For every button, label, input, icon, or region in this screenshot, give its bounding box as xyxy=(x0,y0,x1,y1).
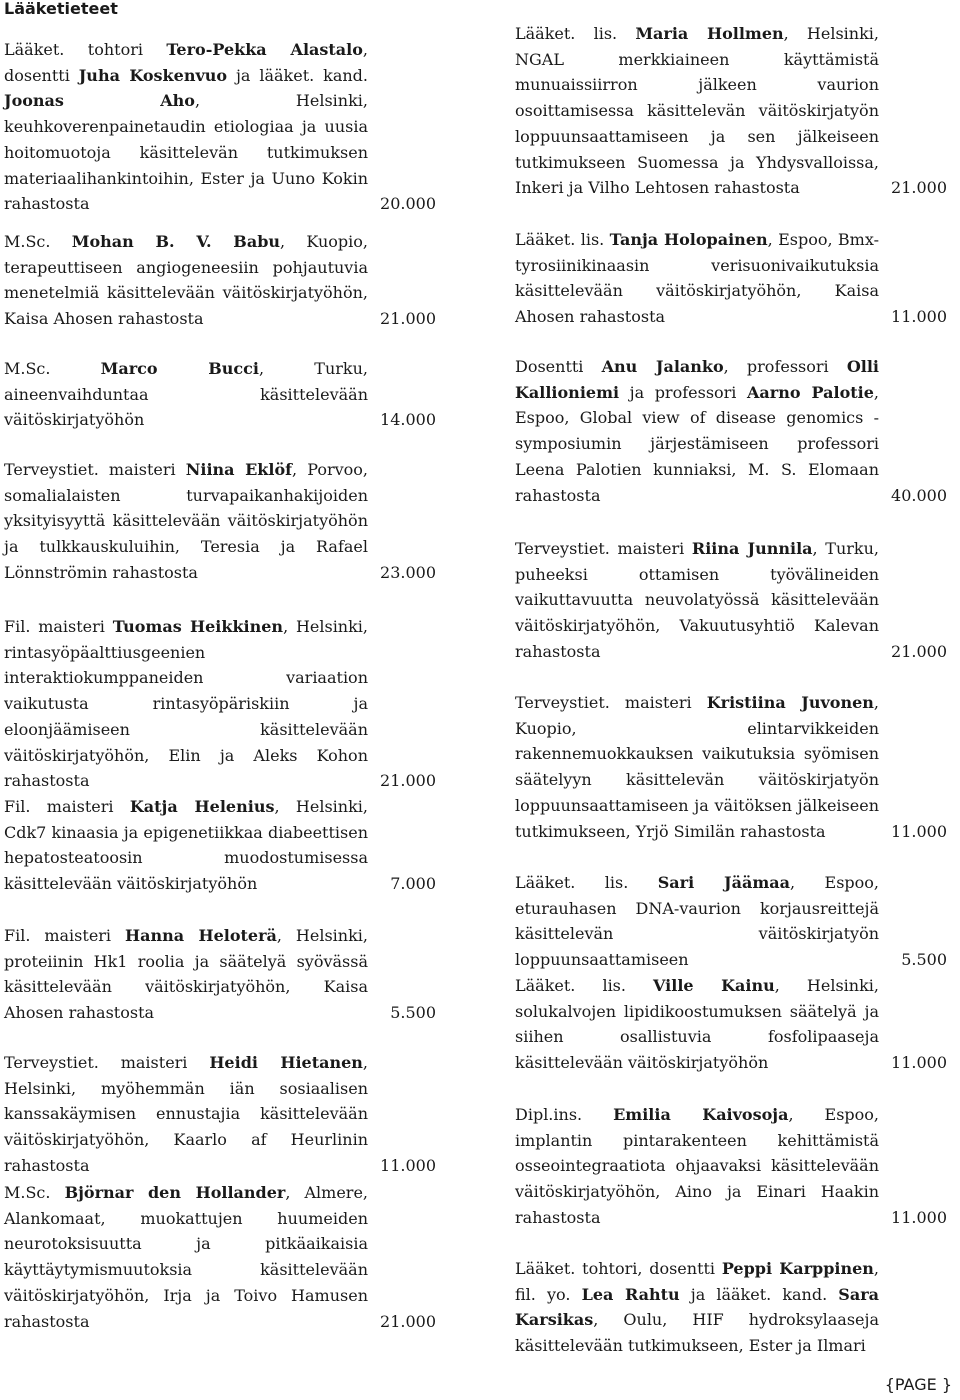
person-name: Mohan B. V. Babu xyxy=(71,232,281,251)
grant-amount: 21.000 xyxy=(380,309,436,329)
text-segment: ja professori xyxy=(619,382,747,402)
grant-text xyxy=(4,457,368,586)
grant-text xyxy=(4,923,368,1026)
grant-entry xyxy=(515,973,947,1076)
text-segment: Lääket. tohtori, dosentti xyxy=(515,1259,722,1278)
section-heading: Lääketieteet xyxy=(4,0,118,18)
text-segment: , Espoo, Global view of disease genomics - symposiumin järjestämiseen professori Leena Palotien kunniaksi, M. S. Elomaan rahastosta xyxy=(515,382,879,505)
person-name: Heidi Hietanen xyxy=(209,1053,363,1072)
person-name: Lea Rahtu xyxy=(581,1284,680,1304)
grant-entry xyxy=(4,794,436,897)
text-segment: , Helsinki, keuhkoverenpainetaudin etiologiaa ja uusia hoitomuotoja käsittelevän tutkimuksen materiaalihankintoihin, Ester ja Uuno Kokin rahastosta xyxy=(4,91,368,214)
grant-text xyxy=(515,1256,879,1359)
text-segment: ja lääket. kand. xyxy=(227,65,368,85)
text-segment: , Oulu, HIF hydroksylaaseja käsittelevään tutkimukseen, Ester ja Ilmari xyxy=(515,1310,879,1356)
grant-amount: 7.000 xyxy=(390,874,436,894)
person-name: Anu Jalanko xyxy=(601,357,724,376)
grant-entry xyxy=(515,870,947,973)
text-segment: M.Sc. xyxy=(4,232,72,251)
grant-entry xyxy=(4,1050,436,1179)
person-name: Sara Karsikas xyxy=(515,1284,879,1330)
grant-text xyxy=(4,794,368,897)
text-segment: Fil. maisteri xyxy=(4,617,113,636)
grant-entry xyxy=(4,457,436,586)
text-segment: , Porvoo, somalialaisten turvapaikanhakijoiden yksityisyyttä käsittelevään väitöskirjatyöhön ja tulkkauskuluihin, Teresia ja Rafael Lönnströmin rahastosta xyxy=(4,460,368,582)
person-name: Tanja Holopainen xyxy=(609,230,768,249)
text-segment: , Espoo, implantin pintarakenteen kehittämistä osseointegraatiota ohjaavaksi käsittelevään väitöskirjatyöhön, Aino ja Einari Haakin rahastosta xyxy=(515,1105,880,1227)
grant-amount: 21.000 xyxy=(380,771,436,791)
text-segment: , Helsinki, proteiinin Hk1 roolia ja säätelyä syövässä käsittelevään väitöskirjatyöhön, Kaisa Ahosen rahastosta xyxy=(4,926,368,1023)
grant-amount: 11.000 xyxy=(891,307,947,327)
text-segment: , Almere, Alankomaat, muokattujen huumeiden neurotoksisuutta ja pitkäaikaisia käyttäytymismuutoksia käsittelevään väitöskirjatyöhön, Irja ja Toivo Hamusen rahastosta xyxy=(4,1183,369,1331)
grant-amount: 5.500 xyxy=(901,950,947,970)
grant-amount: 20.000 xyxy=(380,194,436,214)
person-name: Ville Kainu xyxy=(653,976,775,995)
text-segment: , Helsinki, NGAL merkkiaineen käyttämistä munuaissiirron jälkeen vaurion osoittamisessa käsittelevän väitöskirjatyön loppuunsaattamiseen ja sen jälkeiseen tutkimukseen Suomessa ja Yhdysvalloissa, Inkeri ja Vilho Lehtosen rahastosta xyxy=(515,24,879,198)
text-segment: Lääket. tohtori xyxy=(4,40,167,59)
text-segment: Fil. maisteri xyxy=(4,797,130,816)
text-segment: , Espoo, Bmx-tyrosiinikinaasin verisuonivaikutuksia käsittelevään väitöskirjatyöhön, Kaisa Ahosen rahastosta xyxy=(515,230,880,327)
person-name: Emilia Kaivosoja xyxy=(613,1105,789,1124)
person-name: Katja Helenius xyxy=(129,797,275,816)
text-segment: Dipl.ins. xyxy=(515,1105,614,1124)
grant-text xyxy=(515,973,879,1076)
grant-amount: 14.000 xyxy=(380,410,436,430)
grant-amount: 5.500 xyxy=(390,1003,436,1023)
grant-entry xyxy=(515,690,947,844)
text-segment: , Kuopio, terapeuttiseen angiogeneesiin pohjautuvia menetelmiä käsittelevään väitöskirjatyöhön, Kaisa Ahosen rahastosta xyxy=(4,232,369,329)
text-segment: , professori xyxy=(723,357,847,376)
grant-entry xyxy=(4,37,436,217)
grant-entry xyxy=(515,21,947,201)
grant-text xyxy=(515,1102,879,1231)
person-name: Niina Eklöf xyxy=(185,460,293,479)
grant-amount: 21.000 xyxy=(891,178,947,198)
grant-text xyxy=(515,354,879,508)
grant-amount: 11.000 xyxy=(891,1207,947,1227)
text-segment: Lääket. lis. xyxy=(515,24,636,43)
grant-text xyxy=(515,21,879,201)
text-segment: M.Sc. xyxy=(4,359,101,378)
page-number-field: {PAGE } xyxy=(884,1375,952,1394)
text-segment: Fil. maisteri xyxy=(4,926,125,945)
grant-amount: 21.000 xyxy=(380,1311,436,1331)
text-segment: , Helsinki, solukalvojen lipidikoostumuksen säätelyä ja siihen osallistuvia fosfolipaaseja käsittelevään väitöskirjatyöhön xyxy=(515,976,879,1073)
person-name: Aarno Palotie xyxy=(746,382,874,402)
text-segment: Lääket. lis. xyxy=(515,976,654,995)
text-segment: Lääket. lis. xyxy=(515,873,658,892)
person-name: Peppi Karppinen xyxy=(721,1259,874,1278)
person-name: Kristiina Juvonen xyxy=(706,693,874,712)
text-segment: Terveystiet. maisteri xyxy=(4,460,186,479)
grant-amount: 11.000 xyxy=(380,1155,436,1175)
person-name: Tero-Pekka Alastalo xyxy=(166,40,363,59)
grant-text xyxy=(4,229,368,332)
grant-entry xyxy=(4,229,436,332)
person-name: Sari Jäämaa xyxy=(657,873,791,892)
grant-entry xyxy=(4,356,436,433)
person-name: Juha Koskenvuo xyxy=(78,65,228,85)
grant-entry xyxy=(4,614,436,794)
person-name: Olli Kallioniemi xyxy=(515,357,879,402)
grant-text xyxy=(515,690,879,844)
text-segment: , Turku, aineenvaihduntaa käsittelevään väitöskirjatyöhön xyxy=(4,359,368,430)
grant-amount: 40.000 xyxy=(891,485,947,505)
grant-entry xyxy=(515,536,947,665)
grant-text xyxy=(4,1050,368,1179)
grant-entry xyxy=(515,1256,947,1359)
grant-amount: 11.000 xyxy=(891,1053,947,1073)
text-segment: , dosentti xyxy=(4,40,368,85)
person-name: Björnar den Hollander xyxy=(64,1183,286,1202)
grant-text xyxy=(515,227,879,330)
text-segment: Terveystiet. maisteri xyxy=(4,1053,210,1072)
person-name: Maria Hollmen xyxy=(635,24,784,43)
grant-amount: 11.000 xyxy=(891,821,947,841)
text-segment: Dosentti xyxy=(515,357,602,376)
grant-text xyxy=(4,614,368,794)
person-name: Riina Junnila xyxy=(691,539,813,558)
grant-text xyxy=(515,870,879,973)
text-segment: Lääket. lis. xyxy=(515,230,610,249)
text-segment: , Espoo, eturauhasen DNA-vaurion korjausreittejä käsittelevän väitöskirjatyön loppuunsaattamiseen xyxy=(515,873,880,970)
grant-entry xyxy=(515,354,947,508)
text-segment: , Helsinki, myöhemmän iän sosiaalisen kanssakäymisen ennustajia käsittelevään väitöskirjatyöhön, Kaarlo af Heurlinin rahastosta xyxy=(4,1053,368,1175)
text-segment: , Turku, puheeksi ottamisen työvälineiden vaikuttavuutta neuvolatyössä käsittelevään väitöskirjatyöhön, Vakuutusyhtiö Kalevan rahastosta xyxy=(515,539,879,661)
person-name: Tuomas Heikkinen xyxy=(112,617,284,636)
person-name: Joonas Aho xyxy=(4,91,195,111)
grant-amount: 23.000 xyxy=(380,562,436,582)
grant-text xyxy=(4,37,368,217)
grant-entry xyxy=(515,1102,947,1231)
grant-entry xyxy=(4,923,436,1026)
text-segment: , fil. yo. xyxy=(515,1259,879,1304)
text-segment: M.Sc. xyxy=(4,1183,65,1202)
grant-text xyxy=(4,356,368,433)
grant-text xyxy=(515,536,879,665)
person-name: Marco Bucci xyxy=(100,359,259,378)
grant-entry xyxy=(515,227,947,330)
text-segment: Terveystiet. maisteri xyxy=(515,693,707,712)
person-name: Hanna Heloterä xyxy=(124,926,277,945)
grant-entry xyxy=(4,1180,436,1334)
text-segment: , Kuopio, elintarvikkeiden rakennemuokkauksen vaikutuksia syömisen säätelyyn käsittelevän väitöskirjatyön loppuunsaattamiseen ja väitöksen jälkeiseen tutkimukseen, Yrjö Similän rahastosta xyxy=(515,693,879,841)
text-segment: , Helsinki, rintasyöpäalttiusgeenien interaktiokumppaneiden variaation vaikutusta rintasyöpäriskiin ja eloonjäämiseen käsittelevään väitöskirjatyöhön, Elin ja Aleks Kohon rahastosta xyxy=(4,617,369,791)
grant-text xyxy=(4,1180,368,1334)
text-segment: , Helsinki, Cdk7 kinaasia ja epigenetiikkaa diabeettisen hepatosteatoosin muodostumisessa käsittelevään väitöskirjatyöhön xyxy=(4,797,368,894)
text-segment: Terveystiet. maisteri xyxy=(515,539,692,558)
grant-amount: 21.000 xyxy=(891,641,947,661)
text-segment: ja lääket. kand. xyxy=(679,1284,839,1304)
